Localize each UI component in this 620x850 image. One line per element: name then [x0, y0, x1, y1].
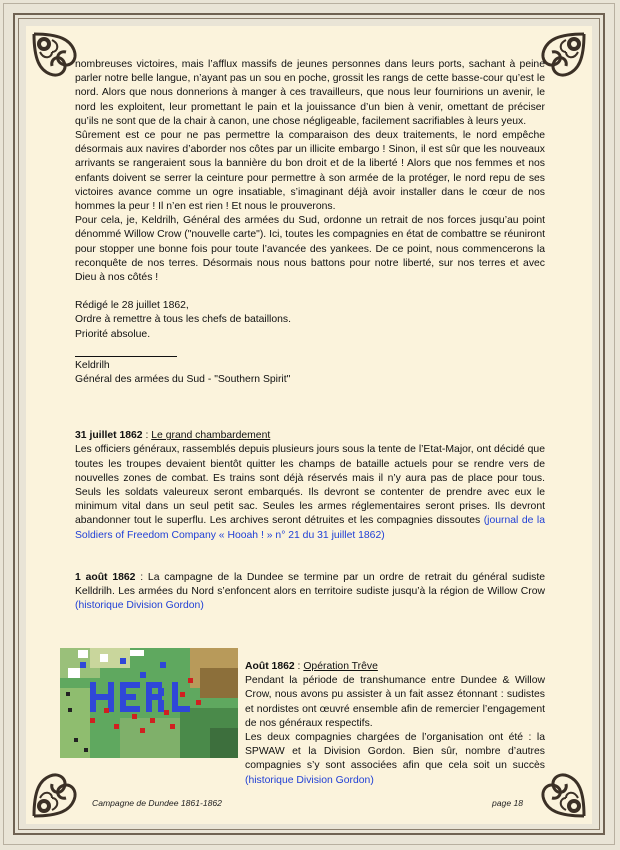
corner-ornament-icon: [30, 758, 92, 820]
entry-jul31: 31 juillet 1862 : Le grand chambardement: [75, 430, 271, 442]
entry-aug-heading: Août 1862 : Opération Trêve: [245, 661, 378, 672]
signature-line: [75, 356, 177, 357]
order-priority: Priorité absolue.: [75, 328, 151, 340]
entry-date: Août 1862: [245, 661, 295, 672]
battle-map-image: [60, 648, 238, 758]
entry-jul31-body: Les officiers généraux, rassemblés depuis plusieurs jours sous la tente de l’Etat-Major, ont décidé que toutes les troupes devaient bientôt quitter les champs de bataille actuels pour se rendre vers de nouvelles zones de combat. Es trains sont déjà réservés mais il n’y aura pas de place pour tous. Seuls les soldats valeureux seront embarqués. Ils devront se contenter de prendre avec eux le minimum vital dans un seul petit sac. Seules les armes réglementaires seront prises. Ils devront abandonner tout le superflu. Les archives seront détruites et les compagnies dissoutes (journal de la Soldiers of Freedom Company « Hooah ! » n° 21 du 31 juillet 1862): [75, 444, 545, 541]
order-recipients: Ordre à remettre à tous les chefs de bataillons.: [75, 314, 292, 326]
source-link[interactable]: (historique Division Gordon): [245, 774, 374, 786]
entry-aug-section: [245, 660, 545, 788]
footer-campaign: Campagne de Dundee 1861-1862: [92, 798, 222, 808]
source-link[interactable]: (historique Division Gordon): [75, 600, 204, 612]
entry-aug1: 1 août 1862 : La campagne de la Dundee se termine par un ordre de retrait du général sudiste Kelldrilh. Les armées du Nord s’enfoncent alors en territoire sudiste jusqu’à la région de Willow Crow (historique Division Gordon): [75, 571, 545, 612]
signer-title: Général des armées du Sud - "Southern Spirit": [75, 374, 291, 386]
entry-date: 31 juillet 1862: [75, 430, 143, 442]
entry-aug-body1: Pendant la période de transhumance entre Dundee & Willow Crow, nous avons pu assister à un fait assez étonnant : sudistes et nordistes ont œuvré ensemble afin de remercier l’engagement de nos généraux respectifs.: [245, 675, 545, 729]
paragraph-order: Pour cela, je, Keldrilh, Général des armées du Sud, ordonne un retrait de nos forces jusqu’au point dénommé Willow Crow ("nouvelle carte"). Ici, toutes les compagnies en état de combattre se réuniront pour stopper une bonne fois pour toute l’avancée des yankees. De ce point, nous commencerons la reconquête de nos terres. Désormais nous nous battons pour notre liberté, sur nos terres et avec Dieu à nos côtés !: [75, 215, 545, 284]
entry-date: 1 août 1862: [75, 571, 136, 583]
paragraph-intro: nombreuses victoires, mais l’afflux massifs de jeunes personnes dans leurs ports, sachant à peine parler notre belle langue, n’ayant pas un sou en poche, grossit les rangs de cette basse-cour qu’est le nord. Alors que nous donnerions à manger à ces travailleurs, que nous leur fournirions un avenir, le nord les exploitent, leur promettant le pain et la jouissance d’un bien à venir, omettant de préciser qu’ils ne sont que de la chair à canon, une chose négligeable, facilement sacrifiables à leurs yeux.: [75, 59, 545, 127]
entry-aug-body2: Les deux compagnies chargées de l’organisation ont été : la SPWAW et la Division Gordon. Bien sûr, nombre d’autres compagnies s’y sont associées afin que cela soit un succès (historique Division Gordon): [245, 732, 545, 786]
entry-title: Opération Trêve: [303, 661, 378, 672]
entry-title: Le grand chambardement: [151, 430, 271, 442]
page-content: [75, 58, 545, 614]
signer-name: Keldrilh: [75, 359, 110, 371]
paragraph-embargo: Sûrement est ce pour ne pas permettre la comparaison des deux traitements, le nord empêche désormais aux navires d’aborder nos côtes par un illicite embargo ! Sinon, il est sûr que les nouveaux arrivants se rangeraient sous la bannière du bon droit et de la liberté ! Alors que nos femmes et nos enfants doivent se serrer la ceinture pour permettre à son armée de la protéger, le nord repu de ses victoires avance comme un ogre insatiable, s’imaginant déjà avoir installer dans le cœur de nos hommes la peur ! Il n’en est rien ! Et nous le prouverons.: [75, 130, 545, 213]
source-link[interactable]: (journal de la Soldiers of Freedom Company « Hooah ! » n° 21 du 31 juillet 1862): [75, 515, 545, 541]
footer-page-number: page 18: [492, 798, 524, 808]
order-date: Rédigé le 28 juillet 1862,: [75, 300, 189, 312]
